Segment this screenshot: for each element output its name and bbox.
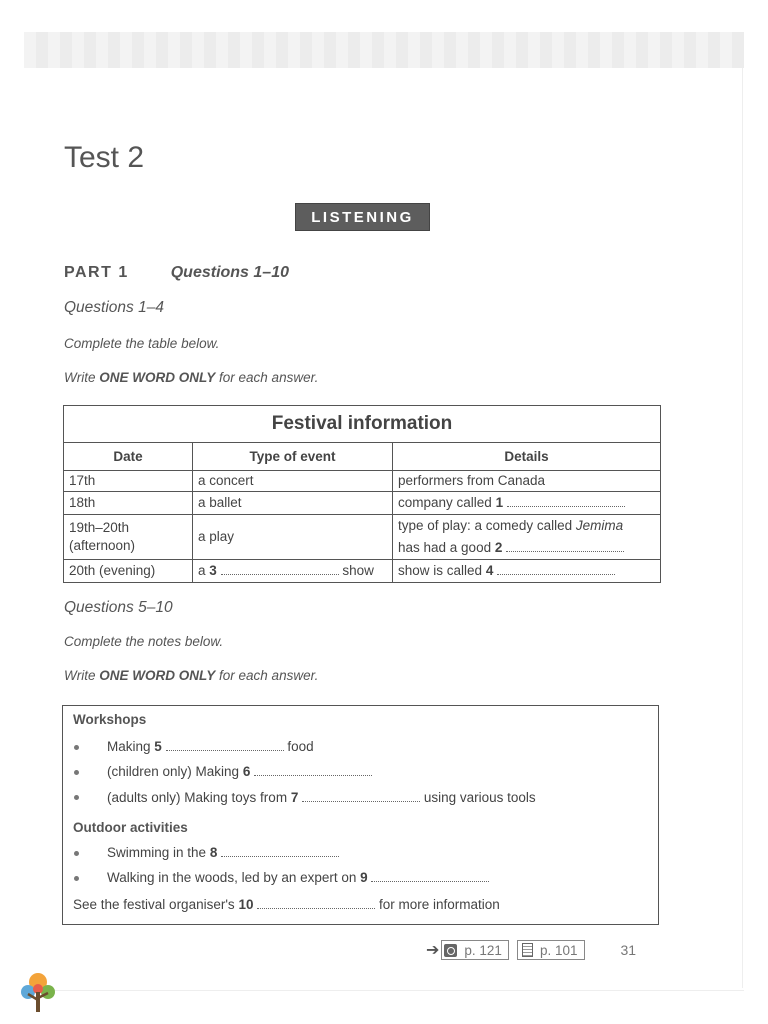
instruction: Complete the table below. — [64, 336, 220, 351]
cell-date — [64, 515, 193, 560]
reference-page: p. 121 — [464, 942, 502, 958]
list-item — [107, 845, 339, 860]
page-edge — [742, 68, 743, 988]
event-text: a — [198, 563, 206, 578]
cell-date: 18th — [64, 492, 193, 515]
question-number: 7 — [290, 790, 299, 805]
notes-footer — [73, 897, 500, 912]
instruction: Complete the notes below. — [64, 634, 224, 649]
instruction-emphasis: ONE WORD ONLY — [99, 668, 216, 683]
column-header-date: Date — [64, 443, 193, 471]
instruction-word-limit — [64, 668, 318, 683]
question-number: 6 — [242, 764, 251, 779]
answer-key-reference[interactable] — [517, 940, 585, 960]
answer-blank[interactable] — [257, 898, 375, 909]
question-number: 8 — [209, 845, 218, 860]
page-edge — [24, 990, 744, 991]
item-text: (adults only) Making toys from — [107, 790, 288, 805]
item-text: (children only) Making — [107, 764, 240, 779]
column-header-type: Type of event — [193, 443, 393, 471]
item-text: food — [287, 739, 314, 754]
page-number: 31 — [620, 942, 637, 958]
answer-key-icon — [522, 943, 533, 957]
question-number: 3 — [209, 563, 217, 578]
questions-heading: Questions 5–10 — [64, 599, 173, 616]
question-number: 4 — [485, 563, 494, 578]
table-row — [64, 515, 661, 560]
table-row — [64, 471, 661, 492]
notes-heading-workshops: Workshops — [73, 712, 147, 727]
bullet-icon — [74, 745, 79, 750]
instruction-emphasis: ONE WORD ONLY — [99, 370, 216, 385]
festival-table — [63, 405, 661, 583]
event-text: show — [342, 563, 374, 578]
page-footer — [426, 940, 636, 960]
part-questions: Questions 1–10 — [170, 264, 289, 281]
list-item — [107, 739, 314, 754]
part-label: PART 1 — [64, 264, 129, 281]
item-text: Walking in the woods, led by an expert on — [107, 870, 357, 885]
cell-details — [393, 560, 661, 583]
audio-script-reference[interactable] — [441, 940, 509, 960]
answer-blank[interactable] — [254, 765, 372, 776]
cell-event — [193, 560, 393, 583]
cell-event: a play — [193, 515, 393, 560]
answer-blank[interactable] — [507, 496, 625, 507]
item-text: Making — [107, 739, 151, 754]
answer-blank[interactable] — [371, 871, 489, 882]
table-row — [64, 492, 661, 515]
table-caption: Festival information — [64, 406, 661, 443]
cell-event: a ballet — [193, 492, 393, 515]
cell-details: performers from Canada — [393, 471, 661, 492]
bullet-icon — [74, 876, 79, 881]
answer-blank[interactable] — [221, 846, 339, 857]
instruction-word-limit — [64, 370, 318, 385]
play-title: Jemima — [575, 518, 624, 533]
date-line: 19th–20th — [69, 520, 130, 535]
column-header-details: Details — [393, 443, 661, 471]
list-item — [107, 870, 489, 885]
bullet-icon — [74, 851, 79, 856]
details-line — [398, 515, 655, 537]
answer-blank[interactable] — [302, 791, 420, 802]
instruction-text: Write — [64, 668, 96, 683]
cell-details — [393, 492, 661, 515]
part-heading — [64, 264, 289, 282]
questions-heading: Questions 1–4 — [64, 299, 164, 316]
details-text: has had a good — [398, 540, 492, 555]
section-label: LISTENING — [296, 204, 429, 230]
item-text: for more information — [379, 897, 500, 912]
question-number: 10 — [238, 897, 254, 912]
details-text: company called — [398, 495, 492, 510]
page-title: Test 2 — [64, 141, 145, 174]
bullet-icon — [74, 770, 79, 775]
list-item — [107, 790, 536, 805]
date-line: (afternoon) — [69, 538, 136, 553]
reference-page: p. 101 — [539, 942, 578, 958]
cell-date: 17th — [64, 471, 193, 492]
scanned-top-band — [24, 32, 744, 68]
notes-box — [62, 705, 659, 925]
cell-date: 20th (evening) — [64, 560, 193, 583]
tree-logo-icon — [14, 968, 60, 1014]
answer-blank[interactable] — [166, 740, 284, 751]
list-item — [107, 764, 372, 779]
table-row — [64, 560, 661, 583]
answer-blank[interactable] — [497, 564, 615, 575]
item-text: Swimming in the — [107, 845, 207, 860]
question-number: 1 — [495, 495, 504, 510]
details-text: type of play: a comedy called — [398, 518, 573, 533]
audio-script-icon — [444, 944, 457, 957]
cell-details — [393, 515, 661, 560]
instruction-text: for each answer. — [219, 668, 319, 683]
answer-blank[interactable] — [506, 541, 624, 552]
item-text: using various tools — [423, 790, 536, 805]
item-text: See the festival organiser's — [73, 897, 235, 912]
question-number: 9 — [360, 870, 368, 885]
details-text: show is called — [398, 563, 483, 578]
bullet-icon — [74, 795, 79, 800]
answer-blank[interactable] — [221, 564, 339, 575]
details-line — [398, 537, 655, 559]
instruction-text: for each answer. — [219, 370, 319, 385]
question-number: 5 — [154, 739, 162, 754]
question-number: 2 — [494, 540, 503, 555]
instruction-text: Write — [64, 370, 96, 385]
arrow-right-icon: ➔ — [426, 942, 440, 959]
notes-heading-outdoor: Outdoor activities — [73, 820, 188, 835]
cell-event: a concert — [193, 471, 393, 492]
